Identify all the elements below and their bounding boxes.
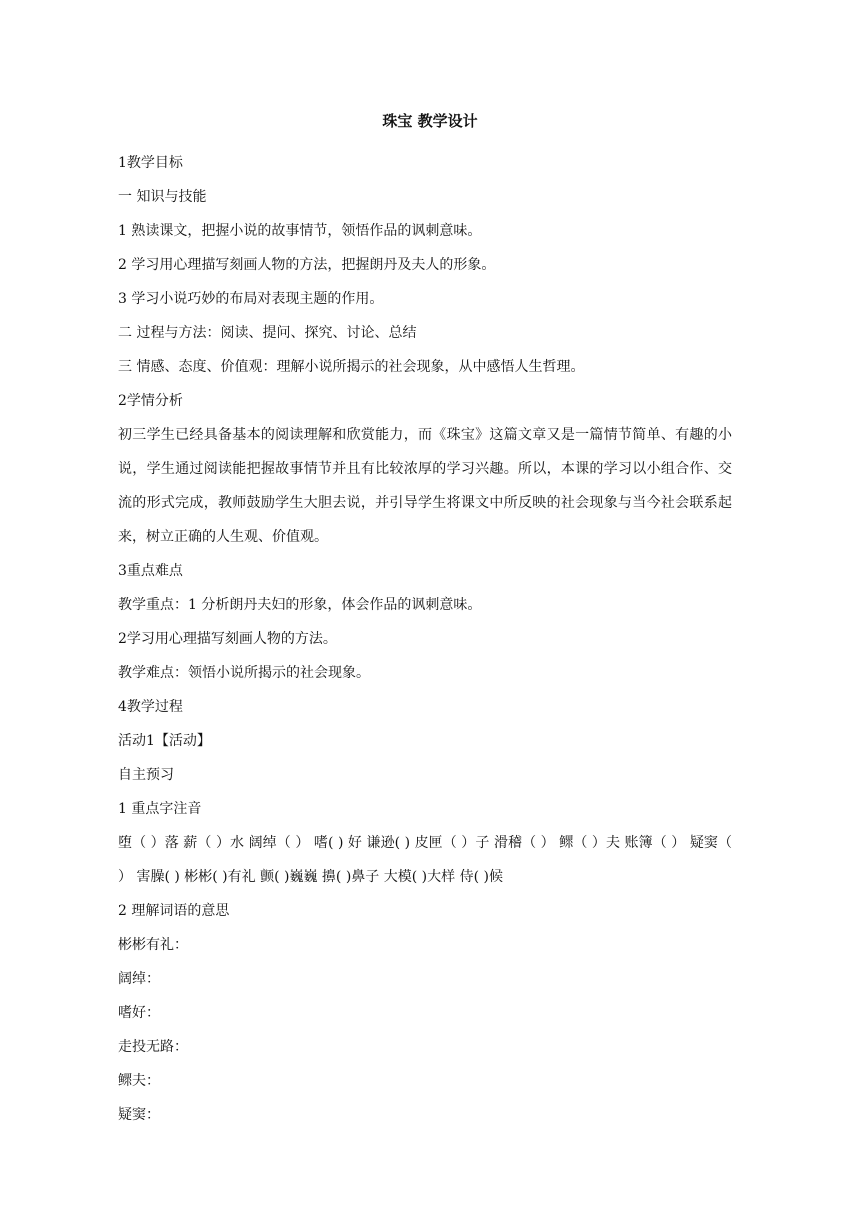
- document-body: [118, 146, 732, 1132]
- section-heading-objectives: 1教学目标: [118, 155, 183, 171]
- subheading-process-methods: 二 过程与方法：阅读、提问、探究、讨论、总结: [118, 325, 417, 341]
- subheading-knowledge-skills: 一 知识与技能: [118, 189, 207, 205]
- vocabulary-heading: 2 理解词语的意思: [118, 903, 230, 919]
- vocab-item-binbin: 彬彬有礼：: [118, 937, 188, 953]
- objective-item-2: 2 学习用心理描写刻画人物的方法，把握朗丹及夫人的形象。: [118, 257, 496, 273]
- vocab-item-guanfu: 鳏夫：: [118, 1073, 160, 1089]
- section-heading-teaching-process: 4教学过程: [118, 699, 183, 715]
- key-point-2: 2学习用心理描写刻画人物的方法。: [118, 631, 337, 647]
- activity-heading: 活动1【活动】: [118, 733, 211, 749]
- vocab-item-yidou: 疑窦：: [118, 1107, 160, 1123]
- section-heading-key-points: 3重点难点: [118, 563, 183, 579]
- section-heading-student-analysis: 2学情分析: [118, 393, 183, 409]
- objective-item-3: 3 学习小说巧妙的布局对表现主题的作用。: [118, 291, 384, 307]
- document-title: 珠宝 教学设计: [382, 112, 478, 130]
- key-point-1: 教学重点：1 分析朗丹夫妇的形象，体会作品的讽刺意味。: [118, 597, 482, 613]
- vocab-item-shihao: 嗜好：: [118, 1005, 160, 1021]
- subheading-emotion-values: 三 情感、态度、价值观：理解小说所揭示的社会现象，从中感悟人生哲理。: [118, 359, 585, 375]
- pronunciation-heading: 1 重点字注音: [118, 801, 202, 817]
- pronunciation-exercise: 堕（ ）落 薪（ ）水 阔绰（ ） 嗜( ) 好 谦逊( ) 皮匣（ ）子 滑稽（ ） 鳏（ ）夫 账簿（ ） 疑窦（ ） 害臊( ) 彬彬( )有礼 颤( )巍巍 擤( )鼻子 大模( )大样 侍( )候: [118, 835, 732, 885]
- vocab-item-zoutouwulu: 走投无路：: [118, 1039, 188, 1055]
- objective-item-1: 1 熟读课文，把握小说的故事情节，领悟作品的讽刺意味。: [118, 223, 482, 239]
- vocab-item-kuochuo: 阔绰：: [118, 971, 160, 987]
- difficult-point: 教学难点：领悟小说所揭示的社会现象。: [118, 665, 370, 681]
- student-analysis-paragraph: 初三学生已经具备基本的阅读理解和欣赏能力，而《珠宝》这篇文章又是一篇情节简单、有趣的小说，学生通过阅读能把握故事情节并且有比较浓厚的学习兴趣。所以，本课的学习以小组合作、交流的形式完成，教师鼓励学生大胆去说，并引导学生将课文中所反映的社会现象与当今社会联系起来，树立正确的人生观、价值观。: [118, 427, 732, 545]
- self-preview-heading: 自主预习: [118, 767, 174, 783]
